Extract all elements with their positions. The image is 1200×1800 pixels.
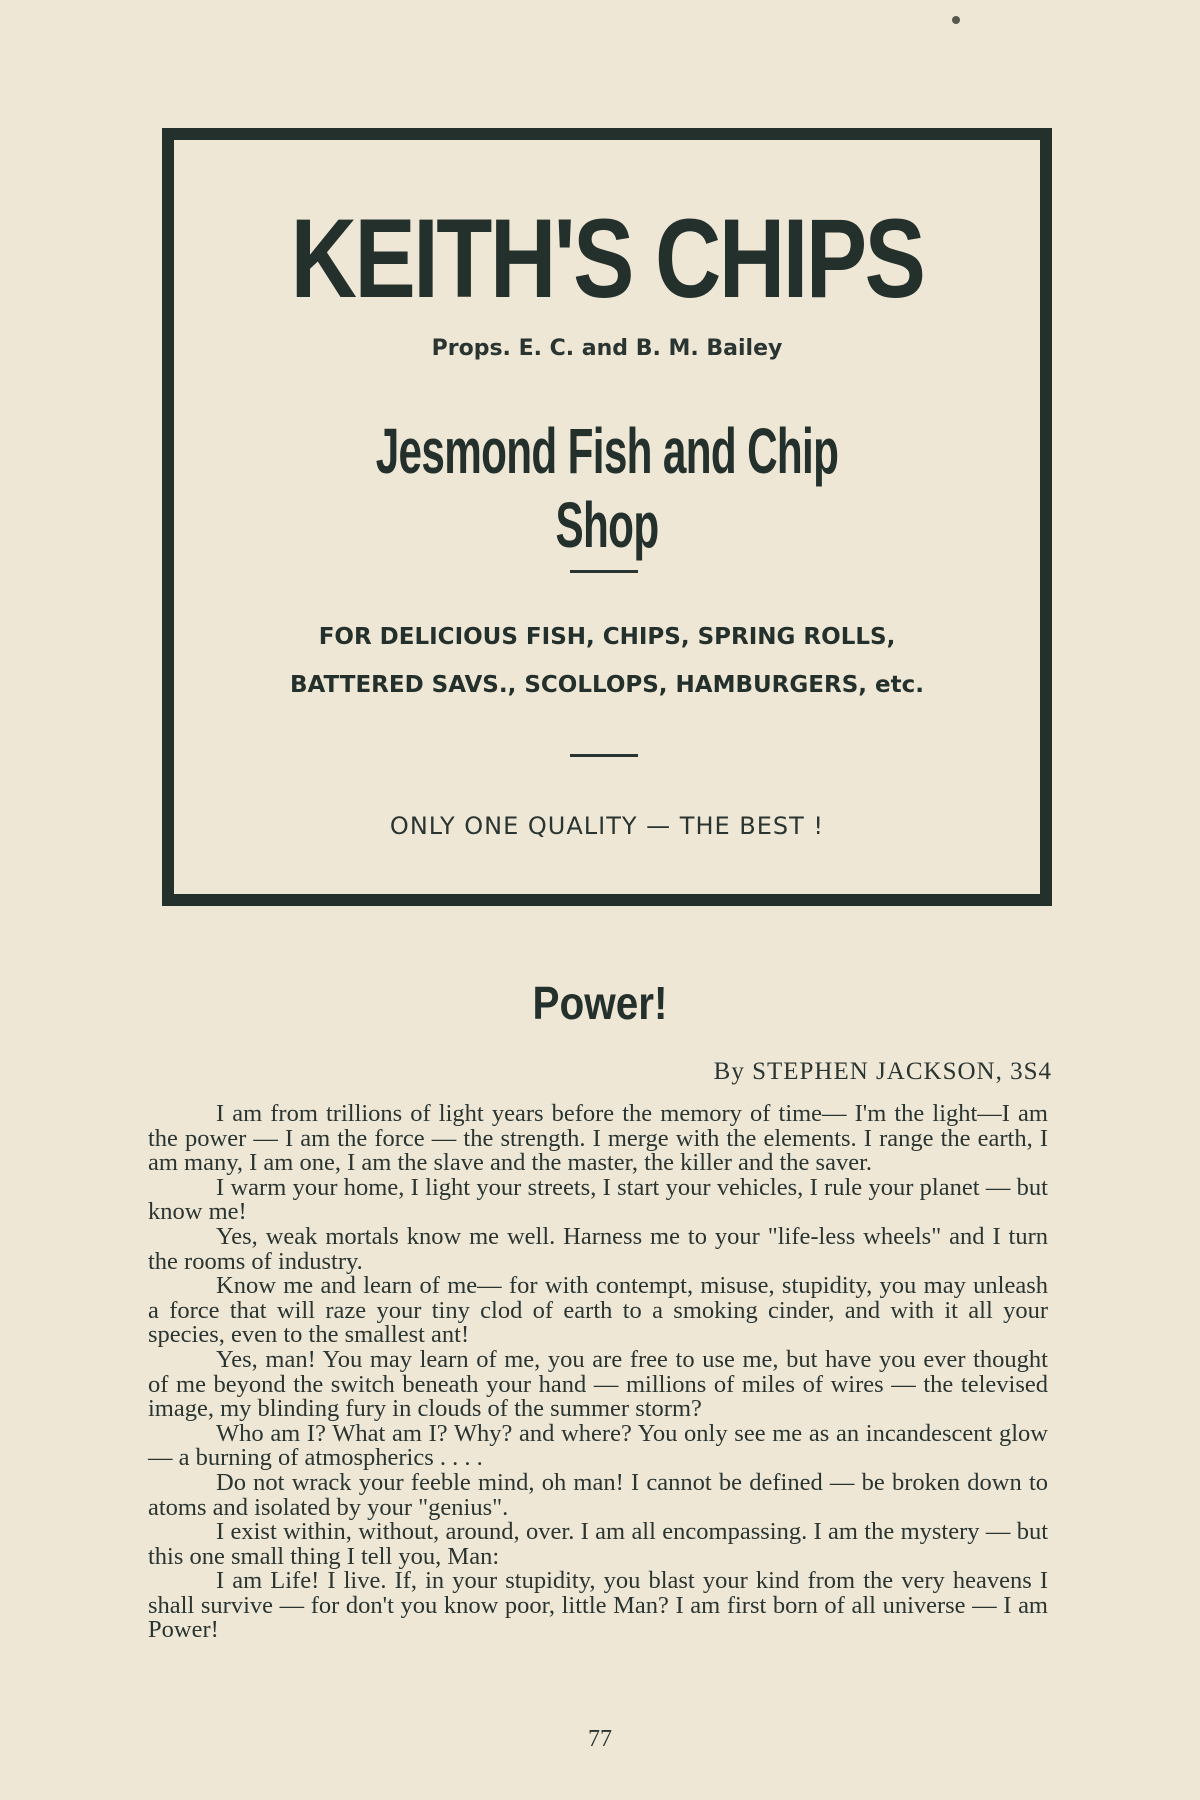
article-byline: By STEPHEN JACKSON, 3S4 [713, 1058, 1052, 1085]
ad-menu-line-2: BATTERED SAVS., SCOLLOPS, HAMBURGERS, etc. [290, 672, 924, 698]
ad-title: KEITH'S CHIPS [290, 196, 924, 321]
article-title: Power! [532, 977, 668, 1029]
divider-rule [570, 754, 638, 757]
article-paragraph: I warm your home, I light your streets, I start your vehicles, I rule your planet — but know me! [148, 1173, 1048, 1226]
article-paragraph: Do not wrack your feeble mind, oh man! I cannot be defined — be broken down to atoms and isolated by your "genius". [148, 1468, 1048, 1521]
article-paragraph: Yes, weak mortals know me well. Harness me to your "life-less wheels" and I turn the rooms of industry. [148, 1222, 1048, 1275]
article-paragraph: I exist within, without, around, over. I am all encompassing. I am the mystery — but this one small thing I tell you, Man: [148, 1518, 1048, 1570]
article-body [148, 1102, 1048, 1643]
ink-speck [952, 16, 960, 24]
page-number: 77 [588, 1726, 612, 1752]
article-paragraph: Know me and learn of me— for with contempt, misuse, stupidity, you may unleash a force that will raze your tiny clod of earth to a smoking cinder, and with it all your species, even to the smallest ant! [148, 1272, 1048, 1349]
ad-quality-line: ONLY ONE QUALITY — THE BEST ! [389, 812, 825, 840]
ad-proprietors: Props. E. C. and B. M. Bailey [431, 336, 783, 361]
article-paragraph: I am from trillions of light years before the memory of time— I'm the light—I am the power — I am the force — the strength. I merge with the elements. I range the earth, I am many, I am one, I am the slave and the master, the killer and the saver. [148, 1100, 1048, 1177]
ad-shop-name: Jesmond Fish and Chip Shop [375, 415, 839, 561]
article-paragraph: Who am I? What am I? Why? and where? You only see me as an incandescent glow — a burning of atmospherics . . . . [148, 1419, 1048, 1472]
divider-rule [570, 570, 638, 573]
article-paragraph: I am Life! I live. If, in your stupidity, you blast your kind from the very heavens I shall survive — for don't you know poor, little Man? I am first born of all universe — I am Power! [148, 1567, 1048, 1644]
article-paragraph: Yes, man! You may learn of me, you are free to use me, but have you ever thought of me beyond the switch beneath your hand — millions of miles of wires — the televised image, my blinding fury in clouds of the summer storm? [148, 1345, 1048, 1423]
advertisement-box [162, 128, 1052, 906]
ad-menu-line-1: FOR DELICIOUS FISH, CHIPS, SPRING ROLLS, [318, 624, 896, 650]
